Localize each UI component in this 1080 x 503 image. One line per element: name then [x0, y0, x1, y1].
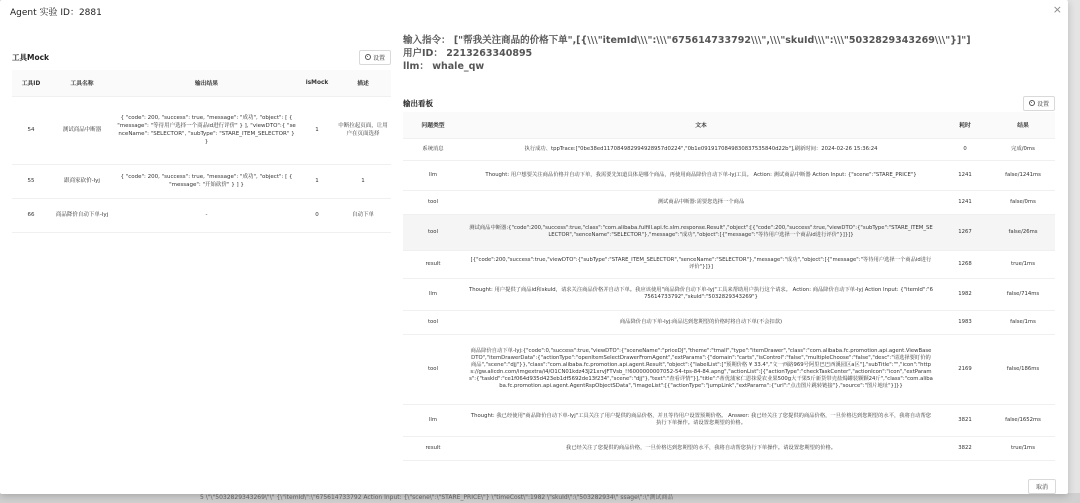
cell-time: 3821	[939, 404, 991, 436]
llm-line	[403, 60, 1055, 73]
cell-type: result	[403, 250, 463, 278]
cell-time: 1241	[939, 160, 991, 190]
cell-text: 测试商品中断器:{"code":200,"success":true,"class":"com.alibaba.fulfill.api.fc.slm.response.Result","object":[{"code":200,"success":true,"viewDTO":{"subType":"STARE_ITEM_SELECTOR","senceName":"SELECTOR"},"message":"成功","object":[{"message":"等待用户选择一个商品id进行评价"}]}]}	[463, 214, 939, 250]
modal-title: Agent 实验 ID：2881	[10, 7, 102, 18]
table-row	[403, 278, 1055, 310]
table-row	[403, 190, 1055, 214]
backdrop-bottom-text: 5 \"\"5032829343269\"\" {\"itemId\":\"675614733792 Action Input: {\"scene\":\"STARE_PRICE\"} \"timeCost\":1982 \"skuId\":\"503282934\" ssage\":\"测试商品	[0, 493, 1080, 503]
cell-text: [{"code":200,"success":true,"viewDTO":{"subType":"STARE_ITEM_SELECTOR","senceName":"SELECTOR"},"message":"成功","object":[{"message":"等待用户选择一个商品id进行评价"}]}]	[463, 250, 939, 278]
column-header: 描述	[335, 70, 391, 96]
instruction-label: 输入指令：	[403, 35, 451, 46]
table-row	[403, 160, 1055, 190]
cell-result: false/714ms	[991, 278, 1055, 310]
cell-tool-id: 54	[12, 96, 50, 164]
table-row	[403, 334, 1055, 404]
cell-result: 完成/0ms	[991, 138, 1055, 160]
cell-output: -	[114, 198, 299, 232]
cell-type: tool	[403, 334, 463, 404]
table-row	[403, 214, 1055, 250]
cell-type: result	[403, 436, 463, 460]
cell-result: false/0ms	[991, 190, 1055, 214]
cell-result: false/26ms	[991, 214, 1055, 250]
cell-time: 1241	[939, 190, 991, 214]
cell-ismock: 1	[299, 96, 335, 164]
llm-value: whale_qw	[432, 61, 485, 72]
column-header: 输出结果	[114, 70, 299, 96]
cell-result: false/186ms	[991, 334, 1055, 404]
cell-time: 1268	[939, 250, 991, 278]
instruction-value: ["帮我关注商品的价格下单",[{\\\"itemId\\\":\\\"675614733792\\\",\\\"skuId\\\":\\\"5032829343269\\\"}]"]	[453, 35, 971, 46]
table-row	[403, 310, 1055, 334]
cell-time: 2169	[939, 334, 991, 404]
output-board-panel	[403, 94, 1055, 461]
table-row	[12, 164, 391, 198]
cell-type: 系统消息	[403, 138, 463, 160]
gear-icon	[365, 54, 371, 60]
tool-mock-title: 工具Mock	[12, 52, 50, 62]
cancel-button[interactable]: 取消	[1028, 479, 1056, 494]
output-board-table	[403, 112, 1055, 461]
cell-tool-id: 66	[12, 198, 50, 232]
cell-output: { "code": 200, "success": true, "message": "成功", "object": [ { "message": "等待用户选择一个商品id进行评价" } ], "viewDTO":{ "senceName": "SELECTOR", "subType": "STARE_ITEM_SELECTOR" } }	[114, 96, 299, 164]
user-id-line	[403, 47, 1055, 60]
table-row	[403, 404, 1055, 436]
cell-tool-name: 测试商品中断器	[50, 96, 114, 164]
close-icon[interactable]: ×	[1052, 3, 1062, 16]
cell-desc: 中断拉起页面，让用户在页面选择	[335, 96, 391, 164]
cell-result: true/1ms	[991, 436, 1055, 460]
cell-tool-name: 跟商家砍价-lyj	[50, 164, 114, 198]
cell-ismock: 1	[299, 164, 335, 198]
cell-type: tool	[403, 214, 463, 250]
cell-tool-id: 55	[12, 164, 50, 198]
cell-ismock: 0	[299, 198, 335, 232]
output-board-title: 输出看板	[403, 98, 433, 108]
cell-result: false/1652ms	[991, 404, 1055, 436]
cell-text: 商品降价自动下单-lyj:商品达到您期望的价格时将自动下单(不会扣款)	[463, 310, 939, 334]
cell-result: false/1ms	[991, 310, 1055, 334]
cell-time: 3822	[939, 436, 991, 460]
cell-text: 我已经关注了您提供的商品价格，一旦价格达到您期望的水平，我将自动帮您执行下单操作。请设置您期望的价格。	[463, 436, 939, 460]
cell-time: 0	[939, 138, 991, 160]
table-row	[12, 96, 391, 164]
cell-text: 测试商品中断器:需要您选择一个商品	[463, 190, 939, 214]
cell-text: Thought: 用户想要关注商品价格并自动下单，我需要先知道具体是哪个商品，再使用商品降价自动下单-lyj工具。 Action: 测试商品中断器 Action Input: {"scene":"STARE_PRICE"}	[463, 160, 939, 190]
column-header: isMock	[299, 70, 335, 96]
cell-result: true/1ms	[991, 250, 1055, 278]
cell-type: llm	[403, 278, 463, 310]
cell-output: { "code": 200, "success": true, "message": "成功", "object": [ { "message": "开始砍价" } ] }	[114, 164, 299, 198]
cell-result: false/1241ms	[991, 160, 1055, 190]
backdrop-scroll-area	[1066, 0, 1080, 503]
llm-label: llm：	[403, 61, 429, 72]
tool-mock-settings-button[interactable]	[359, 50, 391, 65]
column-header: 工具ID	[12, 70, 50, 96]
settings-label: 设置	[1036, 100, 1049, 108]
column-header: 工具名称	[50, 70, 114, 96]
table-header-row	[403, 112, 1055, 138]
table-row	[403, 436, 1055, 460]
cell-text: Thought: 用户提供了商品id和skuId，请求关注商品价格并自动下单。我应该使用"商品降价自动下单-lyj"工具来帮助用户执行这个请求。 Action: 商品降价自动下单-lyj Action Input: {"itemId":"675614733792","skuId":"5032829343269"}	[463, 278, 939, 310]
tool-mock-panel	[12, 48, 391, 233]
table-header-row	[12, 70, 391, 96]
table-row	[403, 138, 1055, 160]
tool-mock-table	[12, 70, 391, 233]
cell-text: Thought: 我已经使用"商品降价自动下单-lyj"工具关注了用户提供的商品价格，并且等待用户设置预期价格。 Answer: 我已经关注了您提供的商品价格，一旦价格达到您期望的水平，我将自动帮您执行下单操作。请设置您期望的价格。	[463, 404, 939, 436]
cell-time: 1267	[939, 214, 991, 250]
cell-desc: 1	[335, 164, 391, 198]
column-header: 问题类型	[403, 112, 463, 138]
cell-desc: 自动下单	[335, 198, 391, 232]
cell-type: tool	[403, 310, 463, 334]
cell-type: tool	[403, 190, 463, 214]
cell-time: 1982	[939, 278, 991, 310]
user-id-label: 用户ID：	[403, 48, 443, 59]
cell-text: 执行成功、tppTrace:["0be38ed117084982994928957d0224","0b1e0919170849830837535840d22b"],刷新时间：2024-02-26 15:36:24	[463, 138, 939, 160]
settings-label: 设置	[372, 54, 385, 62]
cell-time: 1983	[939, 310, 991, 334]
cell-tool-name: 商品降价自动下单-lyj	[50, 198, 114, 232]
column-header: 耗时	[939, 112, 991, 138]
table-row	[12, 198, 391, 232]
cell-type: llm	[403, 404, 463, 436]
experiment-info	[403, 34, 1055, 73]
instruction-line	[403, 34, 1055, 47]
column-header: 文本	[463, 112, 939, 138]
user-id-value: 2213263340895	[446, 48, 533, 59]
output-board-settings-button[interactable]	[1023, 96, 1055, 111]
cell-text: 商品降价自动下单-lyj:{"code":0,"success":true,"viewDTO":{"sceneName":"priceDJ","theme":"tmall","type":"itemDrawer","class":"com.alibaba.fc.promotion.api.agent.ViewBaseDTO","itemDrawerData":{"actionType":"openItemSelectDrawerFromAgent","extParams":{"domain":"carts","isControl":"false","multipleChoose":"false","desc":"请选择要盯价的商品","scene":"djj"}},"class":"com.alibaba.fc.promotion.api.agent.Result","object":{"labelList":["预期价格 ¥ 33.4","文一西路969号阿里巴巴西溪园区a区"],"subTitle":"","icon":"https://gw.alicdn.com/imgextra/i4/O1CN01kdz43J21xrvJFTVsb_!!6000000007052-54-tps-84-84.apng","actionList":[{"actionType":"checkTaskCenter","actionIcon":"icon","extParams":{"taskId":"ce1f064d935d423eb1df5692de13f234","scene":"djj"},"text":"查看详情"}],"title":"蒂优蒲家仁恩抹爱农业果500g大干果5斤新货带壳盐焗罐装颗颗24斤","class":"com.alibaba.fc.promotion.api.agent.AgentRspObjectSData","imageList":[{"actionType":"jumpLink","extParams":{"url":"点击图片跳转链接"},"source":"图片地址"}]}}	[463, 334, 939, 404]
cell-type: llm	[403, 160, 463, 190]
gear-icon	[1029, 100, 1035, 106]
table-row	[403, 250, 1055, 278]
column-header: 结果	[991, 112, 1055, 138]
